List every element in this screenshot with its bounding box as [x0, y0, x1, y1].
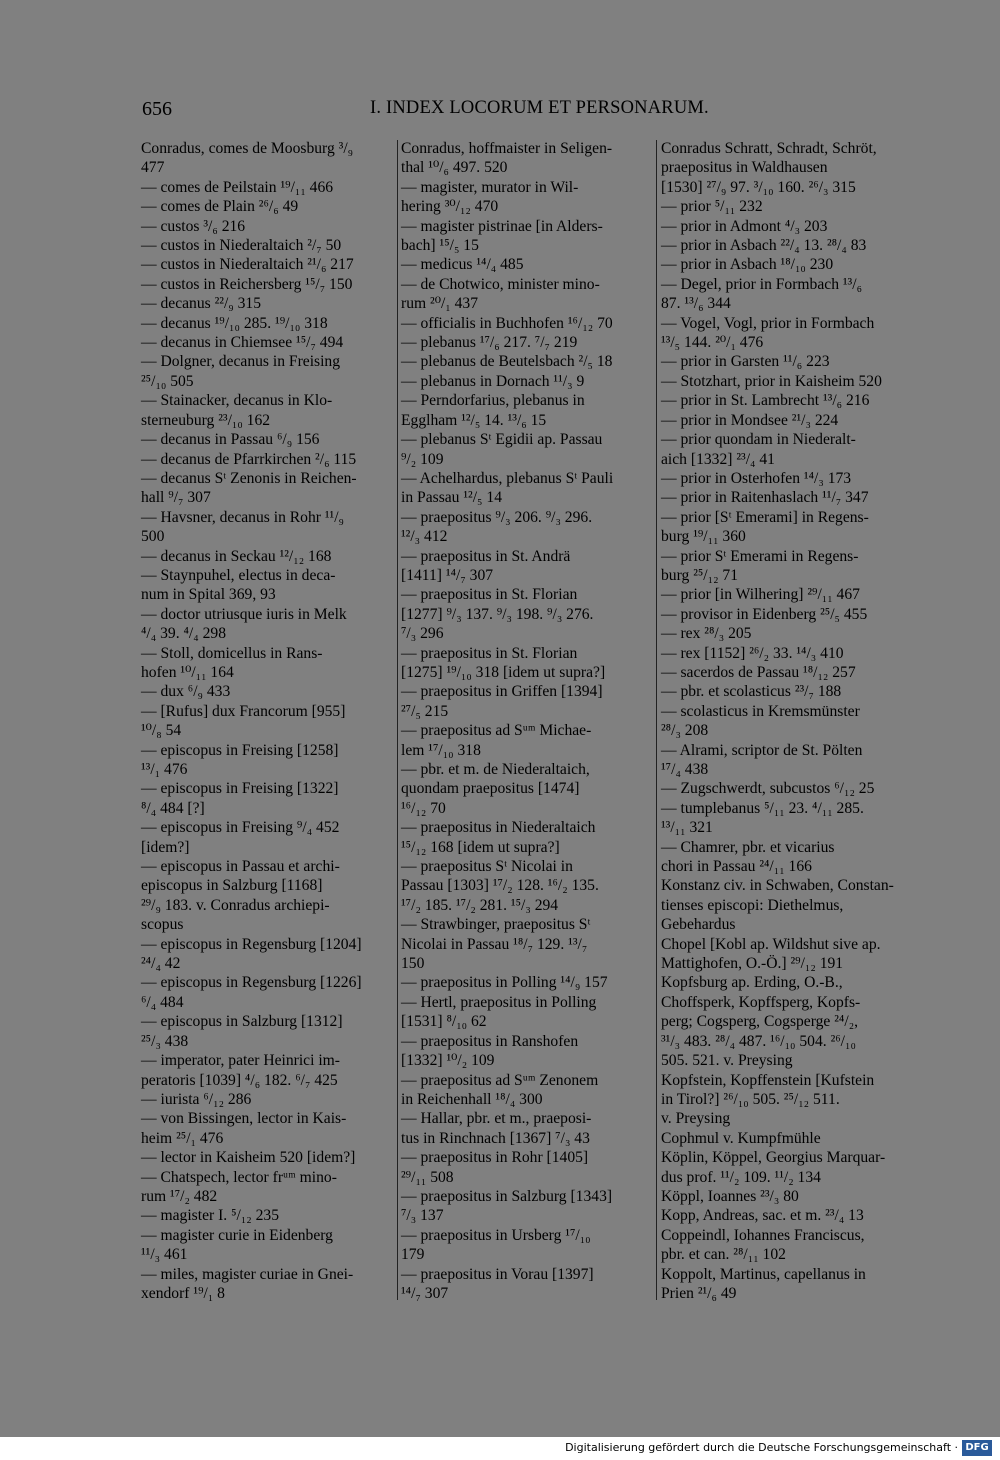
index-line: ²⁸/₃ 208 [661, 722, 709, 740]
index-line: num in Spital 369, 93 [141, 586, 276, 604]
index-line: — prior [Sᵗ Emerami] in Regens- [661, 508, 869, 526]
index-line: ¹³/₁₁ 321 [661, 819, 713, 837]
index-column-1 [141, 139, 392, 1303]
index-line: — praepositus in Ursberg ¹⁷/₁₀ [401, 1226, 591, 1244]
index-line: ⁹/₂ 109 [401, 450, 444, 468]
index-line: burg ²⁵/₁₂ 71 [661, 566, 739, 584]
index-line: scopus [141, 916, 184, 934]
index-line: hofen ¹⁰/₁₁ 164 [141, 663, 234, 681]
index-line: — Staynpuhel, electus in deca- [141, 566, 336, 584]
index-line: hering ³⁰/₁₂ 470 [401, 198, 499, 216]
index-line: in Tirol?] ²⁶/₁₀ 505. ²⁵/₁₂ 511. [661, 1090, 840, 1108]
index-line: — magister pistrinae [in Alders- [401, 217, 603, 235]
index-line: Kopfsburg ap. Erding, O.-B., [661, 974, 843, 992]
index-line: — doctor utriusque iuris in Melk [141, 605, 347, 623]
index-line: Conradus, hoffmaister in Seligen- [401, 140, 613, 157]
index-line: pbr. et can. ²⁸/₁₁ 102 [661, 1246, 786, 1264]
index-line: [1277] ⁹/₃ 137. ⁹/₃ 198. ⁹/₃ 276. [401, 605, 594, 623]
index-line: — plebanus Sᵗ Egidii ap. Passau [401, 431, 603, 449]
index-line: peratoris [1039] ⁴/₆ 182. ⁶/₇ 425 [141, 1071, 338, 1089]
index-line: praepositus in Waldhausen [661, 159, 828, 177]
index-line: 500 [141, 528, 165, 546]
index-line: — praepositus ⁹/₃ 206. ⁹/₃ 296. [401, 508, 593, 526]
index-line: — episcopus in Freising [1322] [141, 780, 339, 798]
dfg-logo: DFG [962, 1440, 992, 1456]
index-line: — prior in Raitenhaslach ¹¹/₇ 347 [661, 489, 869, 507]
index-line: ²⁹/₉ 183. v. Conradus archiepi- [141, 896, 330, 914]
index-line: — magister I. ⁵/₁₂ 235 [141, 1207, 280, 1225]
index-line: — decanus ²²/₉ 315 [141, 295, 262, 313]
index-line: — Vogel, Vogl, prior in Formbach [661, 314, 875, 332]
index-line: — [Rufus] dux Francorum [955] [141, 702, 346, 720]
index-line: ²⁵/₁₀ 505 [141, 372, 194, 390]
index-line: ¹⁰/₈ 54 [141, 722, 182, 740]
index-line: ⁷/₃ 296 [401, 625, 444, 643]
index-line: — Achelhardus, plebanus Sᵗ Pauli [401, 469, 614, 487]
index-line: — decanus de Pfarrkirchen ²/₆ 115 [141, 450, 357, 468]
index-line: Chopel [Kobl ap. Wildshut sive ap. [661, 935, 881, 953]
index-line: dus prof. ¹¹/₂ 109. ¹¹/₂ 134 [661, 1168, 821, 1186]
index-line: ¹⁷/₂ 185. ¹⁷/₂ 281. ¹⁵/₃ 294 [401, 896, 559, 914]
index-line: ¹⁶/₁₂ 70 [401, 799, 446, 817]
index-line: Passau [1303] ¹⁷/₂ 128. ¹⁶/₂ 135. [401, 877, 599, 895]
index-line: Konstanz civ. in Schwaben, Constan- [661, 877, 894, 895]
index-line: — miles, magister curiae in Gnei- [141, 1265, 354, 1283]
index-line: — tumplebanus ⁵/₁₁ 23. ⁴/₁₁ 285. [661, 799, 864, 817]
index-line: — episcopus in Regensburg [1226] [141, 974, 362, 992]
index-line: tus in Rinchnach [1367] ⁷/₃ 43 [401, 1129, 590, 1147]
index-line: ¹¹/₃ 461 [141, 1246, 188, 1264]
index-line: Kopp, Andreas, sac. et m. ²³/₄ 13 [661, 1207, 864, 1225]
index-line: Nicolai in Passau ¹⁸/₇ 129. ¹³/₇ [401, 935, 588, 953]
index-line: — magister, murator in Wil- [401, 178, 579, 196]
index-line: — provisor in Eidenberg ²⁵/₅ 455 [661, 605, 868, 623]
index-line: rum ²⁰/₁ 437 [401, 295, 479, 313]
index-line: ¹⁴/₇ 307 [401, 1284, 449, 1302]
index-line: — iurista ⁶/₁₂ 286 [141, 1090, 252, 1108]
index-line: — episcopus in Salzburg [1312] [141, 1013, 343, 1031]
index-line: in Reichenhall ¹⁸/₄ 300 [401, 1090, 543, 1108]
index-line: — prior Sᵗ Emerami in Regens- [661, 547, 859, 565]
index-line: Prien ²¹/₆ 49 [661, 1284, 737, 1302]
index-line: — episcopus in Freising [1258] [141, 741, 339, 759]
index-line: Conradus Schratt, Schradt, Schröt, [661, 140, 877, 157]
index-line: — praepositus in Niederaltaich [401, 819, 596, 837]
index-line: heim ²⁵/₁ 476 [141, 1129, 224, 1147]
index-line: — prior ⁵/₁₁ 232 [661, 198, 763, 216]
index-line: perg; Cogsperg, Cogsperge ²⁴/₂, [661, 1013, 859, 1031]
index-line: Cophmul v. Kumpfmühle [661, 1129, 821, 1147]
index-line: — prior in Garsten ¹¹/₆ 223 [661, 353, 830, 371]
index-line: Conradus, comes de Moosburg ³/₉ [141, 140, 354, 157]
index-line: — Stainacker, decanus in Klo- [141, 392, 333, 410]
index-line: — prior in Asbach ¹⁸/₁₀ 230 [661, 256, 834, 274]
index-line: ³¹/₃ 483. ²⁸/₄ 487. ¹⁶/₁₀ 504. ²⁶/₁₀ [661, 1032, 856, 1050]
index-line: — plebanus de Beutelsbach ²/₅ 18 [401, 353, 613, 371]
index-line: — prior in Admont ⁴/₃ 203 [661, 217, 828, 235]
index-line: Köppl, Ioannes ²³/₃ 80 [661, 1187, 799, 1205]
running-title: I. INDEX LOCORUM ET PERSONARUM. [370, 98, 709, 118]
index-line: [1275] ¹⁹/₁₀ 318 [idem ut supra?] [401, 663, 606, 681]
column-divider [397, 140, 398, 1300]
index-line: — pbr. et scolasticus ²³/₇ 188 [661, 683, 842, 701]
index-line: — praepositus in St. Florian [401, 644, 578, 662]
index-line: — scolasticus in Kremsmünster [661, 702, 860, 720]
index-line: — praepositus in St. Andrä [401, 547, 571, 565]
index-line: — plebanus in Dornach ¹¹/₃ 9 [401, 372, 585, 390]
index-line: ⁴/₄ 39. ⁴/₄ 298 [141, 625, 226, 643]
index-line: — episcopus in Passau et archi- [141, 858, 340, 876]
index-line: 150 [401, 955, 425, 973]
index-line: burg ¹⁹/₁₁ 360 [661, 528, 746, 546]
index-line: — decanus in Seckau ¹²/₁₂ 168 [141, 547, 332, 565]
index-line: [1411] ¹⁴/₇ 307 [401, 566, 494, 584]
index-line: — officialis in Buchhofen ¹⁶/₁₂ 70 [401, 314, 613, 332]
index-line: ⁸/₄ 484 [?] [141, 799, 205, 817]
column-divider [656, 140, 657, 1300]
index-line: ¹²/₃ 412 [401, 528, 448, 546]
index-line: — custos in Niederaltaich ²/₇ 50 [141, 237, 342, 255]
index-line: chori in Passau ²⁴/₁₁ 166 [661, 858, 812, 876]
index-line: — von Bissingen, lector in Kais- [141, 1110, 347, 1128]
index-line: — Stotzhart, prior in Kaisheim 520 [661, 372, 882, 390]
index-line: 477 [141, 159, 165, 177]
index-line: — praepositus in Rohr [1405] [401, 1149, 589, 1167]
index-line: — plebanus ¹⁷/₆ 217. ⁷/₇ 219 [401, 334, 578, 352]
index-line: — decanus Sᵗ Zenonis in Reichen- [141, 469, 357, 487]
index-line: in Passau ¹²/₅ 14 [401, 489, 502, 507]
index-line: Kopfstein, Kopffenstein [Kufstein [661, 1071, 875, 1089]
index-line: ²⁹/₁₁ 508 [401, 1168, 454, 1186]
index-line: — pbr. et m. de Niederaltaich, [401, 761, 590, 778]
index-line: Köplin, Köppel, Georgius Marquar- [661, 1149, 886, 1167]
index-line: xendorf ¹⁹/₁ 8 [141, 1284, 225, 1302]
index-line: bach] ¹⁵/₅ 15 [401, 237, 479, 255]
index-line: — Zugschwerdt, subcustos ⁶/₁₂ 25 [661, 780, 875, 798]
index-line: rum ¹⁷/₂ 482 [141, 1187, 218, 1205]
index-column-2 [401, 139, 651, 1303]
index-line: — decanus ¹⁹/₁₀ 285. ¹⁹/₁₀ 318 [141, 314, 328, 332]
index-line: — praepositus in Salzburg [1343] [401, 1187, 613, 1205]
index-line: Koppolt, Martinus, capellanus in [661, 1265, 866, 1283]
index-line: — imperator, pater Heinrici im- [141, 1052, 340, 1070]
index-line: ⁷/₃ 137 [401, 1207, 444, 1225]
index-line: Choffsperk, Kopffsperg, Kopfs- [661, 993, 861, 1011]
index-line: 505. 521. v. Preysing [661, 1052, 793, 1070]
funding-notice: Digitalisierung gefördert durch die Deutsche Forschungsgemeinschaft · [565, 1441, 958, 1454]
index-line: — decanus in Passau ⁶/₉ 156 [141, 431, 320, 449]
index-line: — prior in Asbach ²²/₄ 13. ²⁸/₄ 83 [661, 237, 867, 255]
index-line: thal ¹⁰/₆ 497. 520 [401, 159, 508, 177]
index-line: — custos in Niederaltaich ²¹/₆ 217 [141, 256, 354, 274]
index-line: — praepositus ad Sᵘᵐ Michae- [401, 722, 592, 740]
index-line: aich [1332] ²³/₄ 41 [661, 450, 775, 468]
index-line: — prior [in Wilhering] ²⁹/₁₁ 467 [661, 586, 860, 604]
index-line: — Perndorfarius, plebanus in [401, 392, 585, 410]
index-line: — praepositus in Ranshofen [401, 1032, 579, 1050]
index-line: Egglham ¹²/₅ 14. ¹³/₆ 15 [401, 411, 547, 429]
index-line: — magister curie in Eidenberg [141, 1226, 333, 1244]
index-line: — praepositus in Griffen [1394] [401, 683, 603, 701]
index-line: ²⁷/₅ 215 [401, 702, 449, 720]
index-line: — Strawbinger, praepositus Sᵗ [401, 916, 591, 934]
index-line: 87. ¹³/₆ 344 [661, 295, 731, 313]
index-line: — praepositus in Polling ¹⁴/₉ 157 [401, 974, 608, 992]
index-line: ¹³/₅ 144. ²⁰/₁ 476 [661, 334, 764, 352]
index-line: ¹⁵/₁₂ 168 [idem ut supra?] [401, 838, 560, 856]
index-line: — lector in Kaisheim 520 [idem?] [141, 1149, 356, 1167]
index-line: quondam praepositus [1474] [401, 780, 580, 798]
index-line: — praepositus Sᵗ Nicolai in [401, 858, 573, 876]
index-line: — Stoll, domicellus in Rans- [141, 644, 323, 662]
index-line: — comes de Plain ²⁶/₆ 49 [141, 198, 299, 216]
index-line: — praepositus in St. Florian [401, 586, 578, 604]
index-line: — praepositus ad Sᵘᵐ Zenonem [401, 1071, 599, 1089]
index-line: ¹³/₁ 476 [141, 761, 188, 778]
index-line: — rex [1152] ²⁶/₂ 33. ¹⁴/₃ 410 [661, 644, 844, 662]
index-line: [idem?] [141, 838, 190, 856]
index-line: — comes de Peilstain ¹⁹/₁₁ 466 [141, 178, 334, 196]
index-line: — Degel, prior in Formbach ¹³/₆ [661, 275, 863, 293]
index-line: ¹⁷/₄ 438 [661, 761, 709, 778]
index-line: — prior quondam in Niederalt- [661, 431, 856, 449]
index-line: Coppeindl, Iohannes Franciscus, [661, 1226, 865, 1244]
index-line: — Dolgner, decanus in Freising [141, 353, 341, 371]
index-line: — rex ²⁸/₃ 205 [661, 625, 752, 643]
index-line: — Chamrer, pbr. et vicarius [661, 838, 835, 856]
index-line: — prior in Osterhofen ¹⁴/₃ 173 [661, 469, 852, 487]
index-line: [1332] ¹⁰/₂ 109 [401, 1052, 495, 1070]
index-line: lem ¹⁷/₁₀ 318 [401, 741, 481, 759]
index-line: tienses episcopi: Diethelmus, [661, 896, 844, 914]
index-line: — custos ³/₆ 216 [141, 217, 246, 235]
index-line: [1530] ²⁷/₉ 97. ³/₁₀ 160. ²⁶/₃ 315 [661, 178, 856, 196]
index-line: — episcopus in Freising ⁹/₄ 452 [141, 819, 340, 837]
index-line: — medicus ¹⁴/₄ 485 [401, 256, 524, 274]
index-line: — custos in Reichersberg ¹⁵/₇ 150 [141, 275, 353, 293]
index-line: — de Chotwico, minister mino- [401, 275, 600, 293]
index-line: — episcopus in Regensburg [1204] [141, 935, 362, 953]
index-line: — dux ⁶/₉ 433 [141, 683, 231, 701]
index-line: sterneuburg ²³/₁₀ 162 [141, 411, 271, 429]
page-number: 656 [142, 98, 172, 120]
index-column-3 [661, 139, 909, 1303]
index-line: v. Preysing [661, 1110, 731, 1128]
index-line: — sacerdos de Passau ¹⁸/₁₂ 257 [661, 663, 856, 681]
index-line: ⁶/₄ 484 [141, 993, 184, 1011]
index-line: — decanus in Chiemsee ¹⁵/₇ 494 [141, 334, 344, 352]
index-line: Gebehardus [661, 916, 736, 934]
index-line: episcopus in Salzburg [1168] [141, 877, 323, 895]
index-line: — Hallar, pbr. et m., praeposi- [401, 1110, 592, 1128]
index-line: ²⁵/₃ 438 [141, 1032, 189, 1050]
index-line: 179 [401, 1246, 425, 1264]
index-line: [1531] ⁸/₁₀ 62 [401, 1013, 487, 1031]
index-line: — Chatspech, lector frᵘᵐ mino- [141, 1168, 337, 1186]
index-line: — prior in Mondsee ²¹/₃ 224 [661, 411, 839, 429]
index-line: Mattighofen, O.-Ö.] ²⁹/₁₂ 191 [661, 955, 844, 973]
index-line: — prior in St. Lambrecht ¹³/₆ 216 [661, 392, 870, 410]
index-line: ²⁴/₄ 42 [141, 955, 181, 973]
index-line: — praepositus in Vorau [1397] [401, 1265, 594, 1283]
index-line: — Havsner, decanus in Rohr ¹¹/₉ [141, 508, 344, 526]
index-line: — Hertl, praepositus in Polling [401, 993, 597, 1011]
index-line: hall ⁹/₇ 307 [141, 489, 211, 507]
index-line: — Alrami, scriptor de St. Pölten [661, 741, 863, 759]
